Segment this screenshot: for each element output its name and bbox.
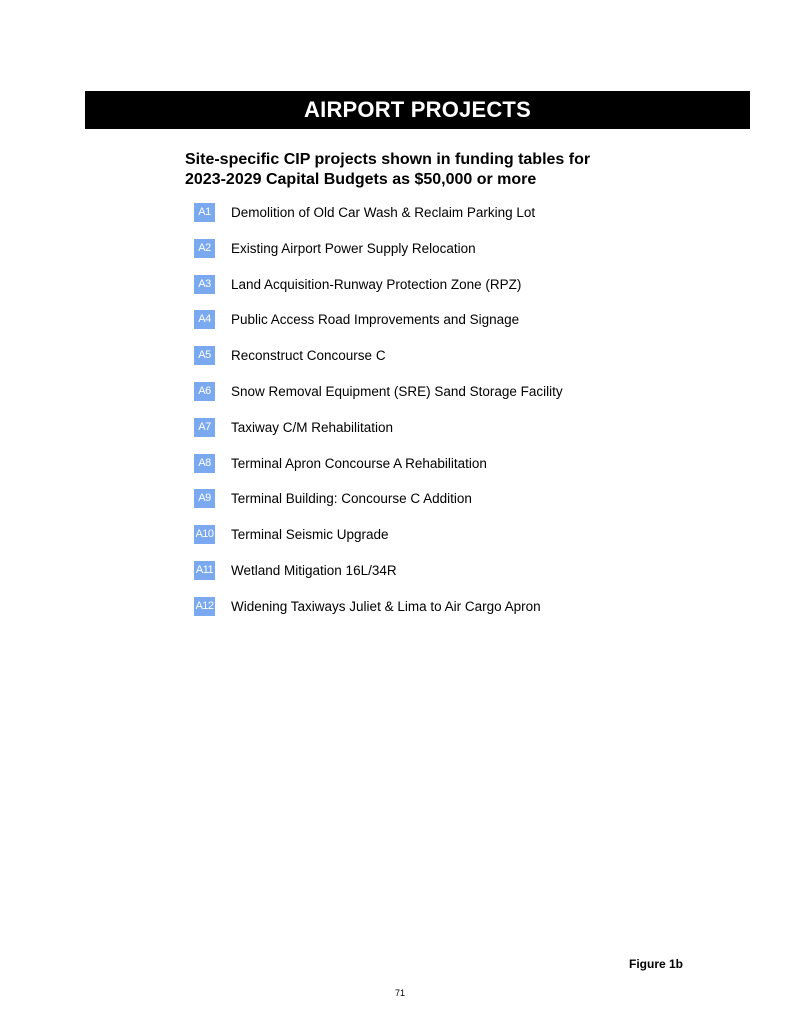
project-name: Taxiway C/M Rehabilitation bbox=[231, 419, 394, 435]
project-name: Existing Airport Power Supply Relocation bbox=[231, 240, 476, 256]
subtitle-line-1: Site-specific CIP projects shown in funding tables for bbox=[185, 151, 591, 168]
list-item bbox=[194, 525, 714, 561]
project-name: Widening Taxiways Juliet & Lima to Air Cargo Apron bbox=[231, 598, 541, 614]
list-item bbox=[194, 275, 714, 311]
list-item bbox=[194, 310, 714, 346]
project-name: Wetland Mitigation 16L/34R bbox=[231, 562, 397, 578]
project-name: Snow Removal Equipment (SRE) Sand Storage Facility bbox=[231, 383, 563, 399]
project-name: Reconstruct Concourse C bbox=[231, 348, 386, 364]
list-item bbox=[194, 561, 714, 597]
project-name: Terminal Building: Concourse C Addition bbox=[231, 491, 472, 507]
list-item bbox=[194, 239, 714, 275]
project-name: Terminal Seismic Upgrade bbox=[231, 527, 389, 543]
project-name: Terminal Apron Concourse A Rehabilitation bbox=[231, 455, 487, 471]
list-item bbox=[194, 203, 714, 239]
list-item bbox=[194, 454, 714, 490]
project-name: Public Access Road Improvements and Signage bbox=[231, 312, 520, 328]
subtitle bbox=[185, 150, 665, 190]
project-code-badge: A8 bbox=[194, 454, 215, 473]
project-code-badge: A7 bbox=[194, 418, 215, 437]
list-item bbox=[194, 418, 714, 454]
list-item bbox=[194, 382, 714, 418]
project-code-badge: A12 bbox=[194, 597, 215, 616]
project-code-badge: A5 bbox=[194, 346, 215, 365]
page-title: AIRPORT PROJECTS bbox=[304, 97, 531, 122]
list-item bbox=[194, 597, 714, 633]
list-item bbox=[194, 346, 714, 382]
project-code-badge: A6 bbox=[194, 382, 215, 401]
project-code-badge: A9 bbox=[194, 489, 215, 508]
subtitle-line-2: 2023-2029 Capital Budgets as $50,000 or more bbox=[185, 171, 537, 188]
project-code-badge: A11 bbox=[194, 561, 215, 580]
project-code-badge: A1 bbox=[194, 203, 215, 222]
project-code-badge: A10 bbox=[194, 525, 215, 544]
project-code-badge: A3 bbox=[194, 275, 215, 294]
project-name: Demolition of Old Car Wash & Reclaim Parking Lot bbox=[231, 205, 536, 220]
project-list bbox=[194, 203, 714, 633]
figure-label: Figure 1b bbox=[629, 957, 684, 971]
project-code-badge: A2 bbox=[194, 239, 215, 258]
page-number: 71 bbox=[394, 988, 405, 998]
title-banner bbox=[85, 91, 750, 129]
project-name: Land Acquisition-Runway Protection Zone (RPZ) bbox=[231, 276, 522, 292]
list-item bbox=[194, 489, 714, 525]
project-code-badge: A4 bbox=[194, 310, 215, 329]
